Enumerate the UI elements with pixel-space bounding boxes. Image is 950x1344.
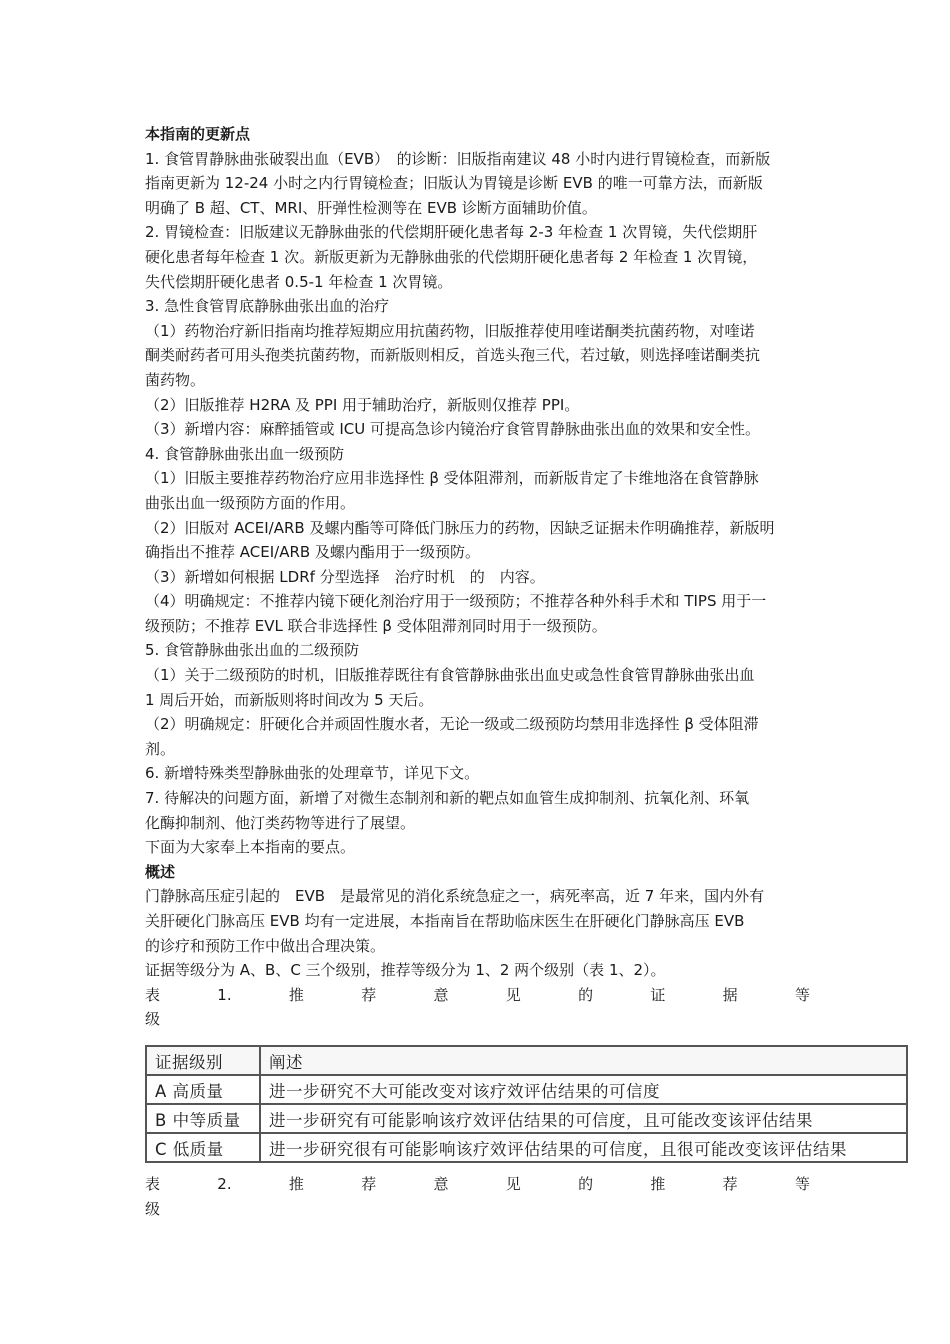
text-line: 2. 胃镜检查：旧版建议无静脉曲张的代偿期肝硬化患者每 2-3 年检查 1 次胃镜，失代偿期肝 [145,223,758,242]
caption-token: 意 [433,1175,449,1193]
text-line: （3）新增内容：麻醉插管或 ICU 可提高急诊内镜治疗食管胃静脉曲张出血的效果和安全性。 [145,420,760,439]
table-cell: B 中等质量 [146,1104,260,1133]
table-header-cell: 证据级别 [146,1046,260,1075]
caption-token: 等 [794,985,810,1004]
caption-token: 推 [288,1175,304,1193]
text-line: （1）关于二级预防的时机，旧版推荐既往有食管静脉曲张出血史或急性食管胃静脉曲张出血 [145,666,755,685]
evidence-level-table [145,1045,908,1163]
caption-token: 表 [145,985,161,1004]
text-line: 硬化患者每年检查 1 次。新版更新为无静脉曲张的代偿期肝硬化患者每 2 年检查 1 次胃镜， [145,247,758,266]
caption-token: 见 [505,1175,521,1193]
table-cell: A 高质量 [146,1075,260,1104]
caption-token: 表 [145,1175,161,1193]
text-line: 确指出不推荐 ACEI/ARB 及螺内酯用于一级预防。 [145,543,480,562]
section-heading: 本指南的更新点 [145,125,251,143]
text-line: 酮类耐药者可用头孢类抗菌药物，而新版则相反，首选头孢三代，若过敏，则选择喹诺酮类抗 [145,346,761,365]
text-line: 7. 待解决的问题方面，新增了对微生态制剂和新的靶点如血管生成抑制剂、抗氧化剂、环氧 [145,789,750,808]
caption-token: 荐 [361,985,377,1004]
text-line: 1 周后开始，而新版则将时间改为 5 天后。 [145,690,434,709]
table-cell: C 低质量 [146,1133,260,1162]
caption-token: 意 [433,985,449,1004]
caption-token: 见 [505,985,521,1004]
text-line: （2）旧版推荐 H2RA 及 PPI 用于辅助治疗，新版则仅推荐 PPI。 [145,395,580,414]
text-line: （4）明确规定：不推荐内镜下硬化剂治疗用于一级预防；不推荐各种外科手术和 TIPS 用于一 [145,592,767,611]
text-line: （2）明确规定：肝硬化合并顽固性腹水者，无论一级或二级预防均禁用非选择性 β 受体阻滞 [145,715,759,734]
text-line: 证据等级分为 A、B、C 三个级别，推荐等级分为 1、2 两个级别（表 1、2）。 [145,961,666,980]
text-line: 失代偿期肝硬化患者 0.5-1 年检查 1 次胃镜。 [145,272,453,291]
table-row [146,1075,907,1104]
text-line: 下面为大家奉上本指南的要点。 [145,838,356,857]
text-line: 3. 急性食管胃底静脉曲张出血的治疗 [145,297,390,316]
caption-token: 2. [217,1175,232,1193]
caption-token: 推 [650,1175,666,1193]
table-header-cell: 阐述 [260,1046,907,1075]
text-line: 化酶抑制剂、他汀类药物等进行了展望。 [145,813,416,832]
text-line: 明确了 B 超、CT、MRI、肝弹性检测等在 EVB 诊断方面辅助价值。 [145,198,597,217]
table2-caption [145,1172,810,1197]
text-line: 级预防；不推荐 EVL 联合非选择性 β 受体阻滞剂同时用于一级预防。 [145,616,607,635]
table-row [146,1104,907,1133]
caption-token: 等 [794,1175,810,1193]
table2-caption-block [145,1172,810,1221]
caption-token: 的 [578,1175,594,1193]
text-line: 关肝硬化门脉高压 EVB 均有一定进展，本指南旨在帮助临床医生在肝硬化门静脉高压 EVB [145,912,745,930]
table-cell: 进一步研究不大可能改变对该疗效评估结果的可信度 [260,1075,907,1104]
text-line: （1）药物治疗新旧指南均推荐短期应用抗菌药物，旧版推荐使用喹诺酮类抗菌药物，对喹诺 [145,321,755,340]
table2-caption-wrap: 级 [145,1199,161,1218]
caption-token: 推 [288,985,304,1004]
table1-caption-wrap: 级 [145,1010,161,1029]
text-line: （1）旧版主要推荐药物治疗应用非选择性 β 受体阻滞剂，而新版肯定了卡维地洛在食管静脉 [145,469,759,488]
text-line: 曲张出血一级预防方面的作用。 [145,493,356,512]
section-heading: 概述 [145,862,176,881]
text-line: 的诊疗和预防工作中做出合理决策。 [145,936,386,955]
text-line: 指南更新为 12-24 小时之内行胃镜检查；旧版认为胃镜是诊断 EVB 的唯一可靠方法，而新版 [145,174,763,193]
text-line: （2）旧版对 ACEI/ARB 及螺内酯等可降低门脉压力的药物，因缺乏证据未作明确推荐，新版明 [145,518,775,537]
caption-token: 1. [217,985,232,1004]
table-cell: 进一步研究很有可能影响该疗效评估结果的可信度，且很可能改变该评估结果 [260,1133,907,1162]
document-body [145,122,810,1032]
caption-token: 荐 [361,1175,377,1193]
caption-token: 证 [650,985,666,1004]
caption-token: 荐 [722,1175,738,1193]
text-line: 剂。 [145,739,176,758]
text-line: 1. 食管胃静脉曲张破裂出血（EVB） 的诊断：旧版指南建议 48 小时内进行胃镜检查，而新版 [145,149,771,168]
caption-token: 据 [722,985,738,1004]
table-cell: 进一步研究有可能影响该疗效评估结果的可信度，且可能改变该评估结果 [260,1104,907,1133]
text-line: 6. 新增特殊类型静脉曲张的处理章节，详见下文。 [145,764,480,783]
table1-caption [145,983,810,1008]
text-line: 5. 食管静脉曲张出血的二级预防 [145,641,360,660]
text-line: （3）新增如何根据 LDRf 分型选择 治疗时机 的 内容。 [145,567,545,586]
text-line: 菌药物。 [145,370,206,389]
text-line: 4. 食管静脉曲张出血一级预防 [145,444,345,463]
table-row [146,1133,907,1162]
caption-token: 的 [578,985,594,1004]
text-line: 门静脉高压症引起的 EVB 是最常见的消化系统急症之一，病死率高，近 7 年来，国内外有 [145,887,765,906]
table-header-row [146,1046,907,1075]
